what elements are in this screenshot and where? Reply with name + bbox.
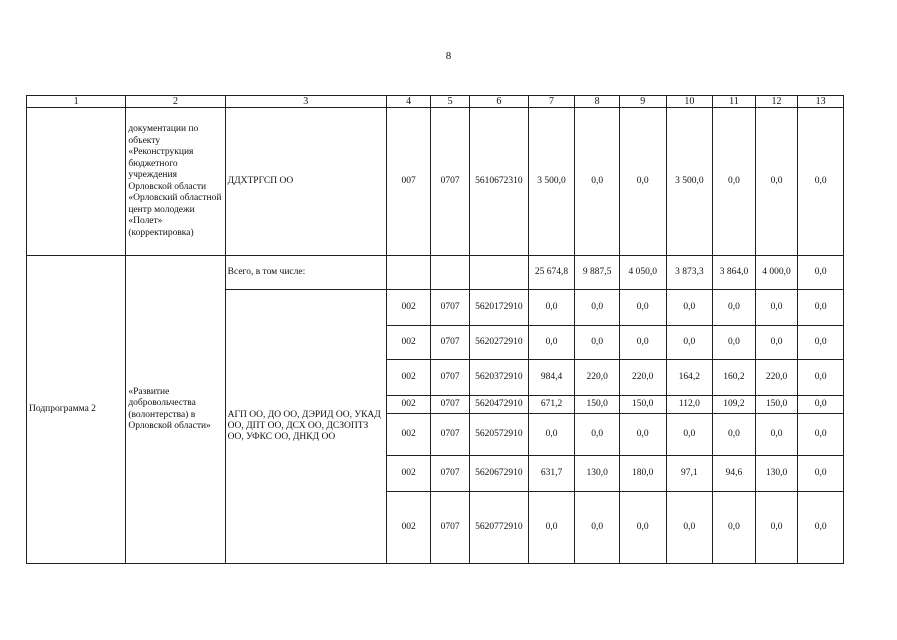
table-cell: 984,4 — [528, 360, 575, 396]
table-cell: 002 — [386, 326, 431, 360]
table-cell: 0707 — [431, 108, 470, 256]
header-cell: 6 — [469, 96, 528, 108]
table-cell: 0,0 — [619, 326, 666, 360]
table-cell: 0,0 — [619, 290, 666, 326]
table-cell: 0,0 — [619, 492, 666, 564]
table-cell: 150,0 — [575, 396, 620, 414]
table-cell: 0,0 — [713, 108, 756, 256]
table-cell: 631,7 — [528, 456, 575, 492]
table-cell: 0,0 — [528, 326, 575, 360]
table-cell: 0707 — [431, 326, 470, 360]
table-cell: 5620572910 — [469, 414, 528, 456]
table-cell: 150,0 — [619, 396, 666, 414]
total-label: Всего, в том числе: — [225, 256, 386, 290]
table-cell: 5620772910 — [469, 492, 528, 564]
measure-description: документации по объекту «Реконструкция бюджетного учреждения Орловской области «Орловский областной центр молодежи «Полет» (корректировка) — [126, 108, 225, 256]
header-cell: 13 — [798, 96, 844, 108]
header-cell: 11 — [713, 96, 756, 108]
header-cell: 9 — [619, 96, 666, 108]
budget-table — [26, 95, 844, 564]
table-cell: 130,0 — [755, 456, 798, 492]
header-cell: 7 — [528, 96, 575, 108]
table-cell: 0,0 — [575, 492, 620, 564]
header-cell: 4 — [386, 96, 431, 108]
program-cell-empty — [27, 108, 126, 256]
table-cell: 0,0 — [666, 290, 713, 326]
table-cell: 4 000,0 — [755, 256, 798, 290]
header-cell: 8 — [575, 96, 620, 108]
table-cell: 0,0 — [619, 414, 666, 456]
table-row — [27, 256, 844, 290]
table-cell: 002 — [386, 456, 431, 492]
table-cell: 220,0 — [619, 360, 666, 396]
table-cell: 002 — [386, 414, 431, 456]
measure-description: «Развитие добровольчества (волонтерства) в Орловской области» — [126, 256, 225, 564]
table-cell: 5620372910 — [469, 360, 528, 396]
table-cell: 0,0 — [798, 492, 844, 564]
table-cell: 671,2 — [528, 396, 575, 414]
table-cell: 5610672310 — [469, 108, 528, 256]
table-cell: 0,0 — [755, 290, 798, 326]
table-cell: 0,0 — [755, 492, 798, 564]
table-cell: 150,0 — [755, 396, 798, 414]
table-cell: 164,2 — [666, 360, 713, 396]
executors-cell: АГП ОО, ДО ОО, ДЭРИД ОО, УКАД ОО, ДПТ ОО, ДСХ ОО, ДСЗОПТЗ ОО, УФКС ОО, ДНКД ОО — [225, 290, 386, 564]
table-cell: 0,0 — [528, 492, 575, 564]
table-cell: 5620672910 — [469, 456, 528, 492]
header-cell: 2 — [126, 96, 225, 108]
table-cell: 0,0 — [528, 290, 575, 326]
table-cell: 0,0 — [575, 108, 620, 256]
table-cell: 3 500,0 — [528, 108, 575, 256]
table-cell: 002 — [386, 290, 431, 326]
subprogram-label: Подпрограмма 2 — [27, 256, 126, 564]
table-cell: 0,0 — [798, 456, 844, 492]
table-cell: 002 — [386, 492, 431, 564]
table-cell: 0,0 — [575, 414, 620, 456]
table-cell: 0,0 — [666, 492, 713, 564]
table-cell: 5620172910 — [469, 290, 528, 326]
table-cell: 0,0 — [666, 414, 713, 456]
header-cell: 10 — [666, 96, 713, 108]
table-cell: 0,0 — [713, 492, 756, 564]
table-cell: 0,0 — [666, 326, 713, 360]
table-cell: 0,0 — [798, 414, 844, 456]
header-cell: 5 — [431, 96, 470, 108]
table-cell: 160,2 — [713, 360, 756, 396]
table-cell: 3 500,0 — [666, 108, 713, 256]
table-cell: 220,0 — [755, 360, 798, 396]
header-cell: 3 — [225, 96, 386, 108]
table-cell: 002 — [386, 396, 431, 414]
table-cell: 0707 — [431, 396, 470, 414]
table-cell: 0,0 — [755, 414, 798, 456]
table-cell: 0707 — [431, 456, 470, 492]
table-cell: 112,0 — [666, 396, 713, 414]
table-cell: 0707 — [431, 290, 470, 326]
table-cell: 9 887,5 — [575, 256, 620, 290]
table-cell: 5620272910 — [469, 326, 528, 360]
table-cell — [431, 256, 470, 290]
executor-cell: ДДХТРГСП ОО — [225, 108, 386, 256]
page-number: 8 — [445, 50, 452, 62]
table-cell: 0,0 — [575, 290, 620, 326]
table-cell: 0,0 — [798, 396, 844, 414]
table-cell: 130,0 — [575, 456, 620, 492]
table-cell: 0,0 — [713, 290, 756, 326]
table-cell: 0,0 — [755, 326, 798, 360]
table-cell: 0,0 — [619, 108, 666, 256]
table-cell: 220,0 — [575, 360, 620, 396]
table-cell: 002 — [386, 360, 431, 396]
table-cell: 0,0 — [713, 414, 756, 456]
table-cell: 109,2 — [713, 396, 756, 414]
table-cell — [469, 256, 528, 290]
table-cell: 180,0 — [619, 456, 666, 492]
table-cell: 0707 — [431, 414, 470, 456]
header-cell: 12 — [755, 96, 798, 108]
table-cell — [386, 256, 431, 290]
table-cell: 0,0 — [528, 414, 575, 456]
table-cell: 0,0 — [798, 326, 844, 360]
table-cell: 4 050,0 — [619, 256, 666, 290]
table-cell: 3 873,3 — [666, 256, 713, 290]
header-row — [27, 96, 844, 108]
table-cell: 0,0 — [798, 108, 844, 256]
header-cell: 1 — [27, 96, 126, 108]
table-cell: 25 674,8 — [528, 256, 575, 290]
table-cell: 0,0 — [798, 360, 844, 396]
table-cell: 0707 — [431, 360, 470, 396]
table-row — [27, 108, 844, 256]
table-cell: 0,0 — [713, 326, 756, 360]
table-cell: 0,0 — [798, 290, 844, 326]
table-cell: 0,0 — [755, 108, 798, 256]
table-cell: 94,6 — [713, 456, 756, 492]
table-cell: 007 — [386, 108, 431, 256]
table-cell: 97,1 — [666, 456, 713, 492]
table-cell: 5620472910 — [469, 396, 528, 414]
table-cell: 3 864,0 — [713, 256, 756, 290]
table-cell: 0707 — [431, 492, 470, 564]
table-cell: 0,0 — [575, 326, 620, 360]
table-cell: 0,0 — [798, 256, 844, 290]
